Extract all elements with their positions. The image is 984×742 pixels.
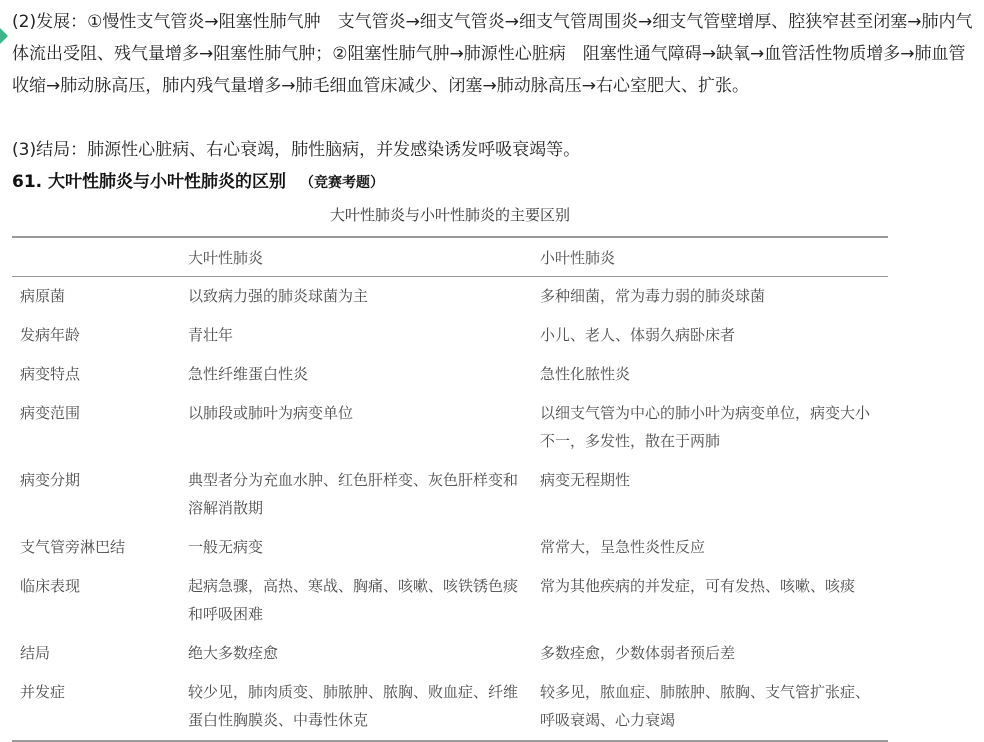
lobular-cell: 病变无程期性 (540, 471, 631, 489)
table-row (12, 316, 888, 355)
lobar-cell: 起病急骤，高热、寒战、胸痛、咳嗽、咳铁锈色痰和呼吸困难 (188, 577, 519, 623)
header-lobar: 大叶性肺炎 (180, 237, 532, 277)
table-header-row (12, 237, 888, 277)
section-tag: （竞赛考题） (300, 175, 385, 191)
row-label: 支气管旁淋巴结 (20, 538, 126, 556)
row-label: 病原菌 (20, 287, 66, 305)
row-label: 发病年龄 (20, 326, 81, 344)
table-row (12, 528, 888, 567)
table-row (12, 277, 888, 317)
lobular-cell: 多数痊愈，少数体弱者预后差 (540, 644, 736, 662)
table-row (12, 355, 888, 394)
lobular-cell: 急性化脓性炎 (540, 365, 631, 383)
lobar-cell: 一般无病变 (188, 538, 264, 556)
comparison-table (12, 236, 888, 742)
header-item (12, 237, 180, 277)
table-row (12, 461, 888, 528)
row-label: 病变特点 (20, 365, 81, 383)
lobar-cell: 青壮年 (188, 326, 234, 344)
lobular-cell: 以细支气管为中心的肺小叶为病变单位，病变大小不一，多发性，散在于两肺 (540, 404, 871, 450)
table-row (12, 673, 888, 741)
lobar-cell: 急性纤维蛋白性炎 (188, 365, 309, 383)
section-heading (12, 168, 384, 196)
lobar-cell: 以致病力强的肺炎球菌为主 (188, 287, 369, 305)
paragraph-development: (2)发展：①慢性支气管炎→阻塞性肺气肿 支气管炎→细支气管炎→细支气管周围炎→细支气管壁增厚、腔狭窄甚至闭塞→肺内气体流出受阻、残气量增多→阻塞性肺气肿；②阻塞性肺气肿→肺源性心脏病 阻塞性通气障碍→缺氧→血管活性物质增多→肺血管收缩→肺动脉高压，肺内残气量增多→肺毛细血管床减少、闭塞→肺动脉高压→右心室肥大、扩张。 (12, 12, 973, 96)
row-label: 临床表现 (20, 577, 81, 595)
lobar-cell: 典型者分为充血水肿、红色肝样变、灰色肝样变和溶解消散期 (188, 471, 519, 517)
paragraph-outcome: (3)结局：肺源性心脏病、右心衰竭，肺性脑病，并发感染诱发呼吸衰竭等。 (12, 140, 581, 160)
row-label: 病变范围 (20, 404, 81, 422)
lobular-cell: 常为其他疾病的并发症，可有发热、咳嗽、咳痰 (540, 577, 856, 595)
table-row (12, 567, 888, 634)
table-caption: 大叶性肺炎与小叶性肺炎的主要区别 (329, 206, 570, 224)
row-label: 病变分期 (20, 471, 81, 489)
lobar-cell: 以肺段或肺叶为病变单位 (188, 404, 354, 422)
row-label: 结局 (20, 644, 51, 662)
lobular-cell: 多种细菌，常为毒力弱的肺炎球菌 (540, 287, 766, 305)
section-title: 61. 大叶性肺炎与小叶性肺炎的区别 (12, 172, 287, 192)
row-label: 并发症 (12, 673, 180, 741)
edge-marker-icon (0, 28, 8, 44)
header-lobular: 小叶性肺炎 (532, 237, 888, 277)
table-row (12, 394, 888, 461)
lobar-cell: 绝大多数痊愈 (188, 644, 279, 662)
lobular-cell: 较多见，脓血症、肺脓肿、脓胸、支气管扩张症、呼吸衰竭、心力衰竭 (532, 673, 888, 741)
lobular-cell: 常常大，呈急性炎性反应 (540, 538, 706, 556)
lobular-cell: 小儿、老人、体弱久病卧床者 (540, 326, 736, 344)
lobar-cell: 较少见，肺肉质变、肺脓肿、脓胸、败血症、纤维蛋白性胸膜炎、中毒性休克 (180, 673, 532, 741)
table-row (12, 634, 888, 673)
